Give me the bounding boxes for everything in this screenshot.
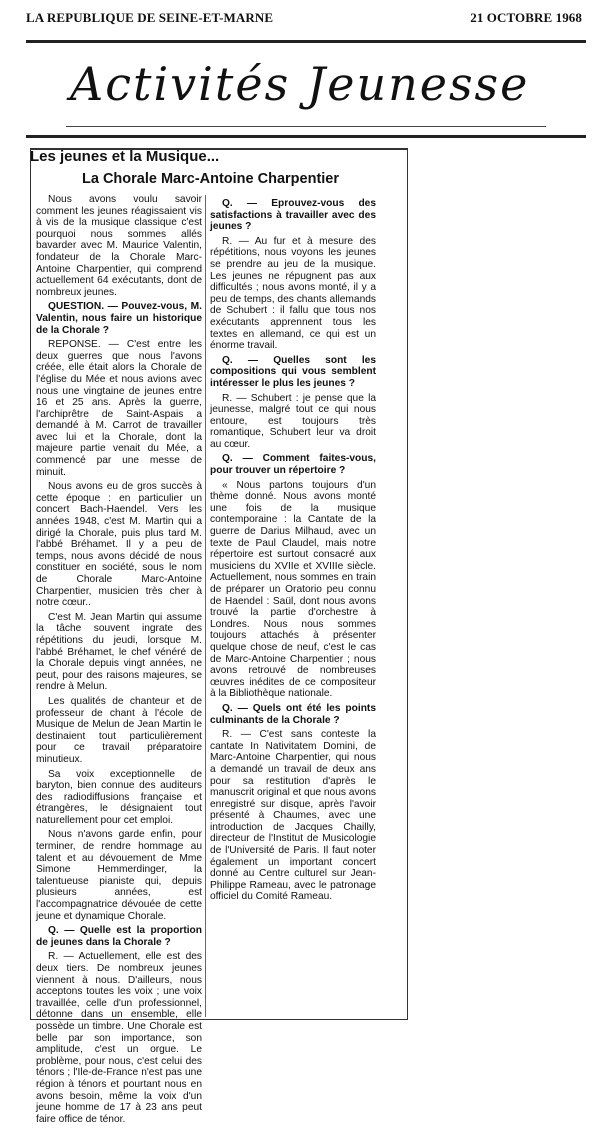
question: Q. — Eprouvez-vous des satisfactions à travailler avec des jeunes ? xyxy=(210,198,376,233)
paragraph: R. — Au fur et à mesure des répétitions, nous voyons les jeunes se prendre au jeu de la musique. Les jeunes ne répugnent pas aux difficultés ; nous avons monté, il y a peu de temps, des chants allemands de Schubert : il fallu que tous nos exécutants apprennent tous les textes en allemand, ce qui est un énorme travail. xyxy=(210,235,376,352)
paragraph: Nous avons eu de gros succès à cette époque : en particulier un concert Bach-Haendel. Vers les années 1948, c'est M. Martin qui a dirigé la Chorale, puis plus tard M. l'abbé Bréhamet. Il y a peu de temps, nous avons décidé de nous constituer en société, sous le nom de Chorale Marc-Antoine Charpentier, musicien très cher à notre cœur.. xyxy=(36,481,202,609)
paragraph: Nous avons voulu savoir comment les jeunes réagissaient vis à vis de la musique classique c'est pourquoi nous sommes allés bavarder avec M. Maurice Valentin, fondateur de la Chorale Marc-Antoine Charpentier, qui comprend actuellement 64 exécutants, dont de nombreux jeunes. xyxy=(36,194,202,298)
question: Q. — Comment faites-vous, pour trouver un répertoire ? xyxy=(210,453,376,477)
masthead xyxy=(26,10,582,28)
question: Q. — Quels ont été les points culminants de la Chorale ? xyxy=(210,702,376,726)
question: QUESTION. — Pouvez-vous, M. Valentin, nous faire un historique de la Chorale ? xyxy=(36,301,202,336)
question: Q. — Quelles sont les compositions qui vous semblent intéresser le plus les jeunes ? xyxy=(210,354,376,389)
paragraph: R. — Actuellement, elle est des deux tiers. De nombreux jeunes viennent à nous. D'ailleurs, nous acceptons toutes les voix ; une voix travaillée, celle d'un professionnel, détonne dans un ensemble, elle possède un timbre. Une Chorale est belle par son importance, son amplitude, c'est un orgue. Le problème, pour nous, c'est celui des ténors ; l'Ile-de-France n'est pas une région à ténors et pourtant nous en avons besoin, même la voix d'un jeune homme de 17 à 23 ans peut faire office de ténor. xyxy=(36,951,202,1125)
title-underline xyxy=(66,126,546,127)
newspaper-name: LA REPUBLIQUE DE SEINE-ET-MARNE xyxy=(26,10,274,25)
paragraph: Nous n'avons garde enfin, pour terminer, de rendre hommage au talent et au dévouement de Mme Simone Hemmerdinger, la talentueuse pianiste qui, depuis plusieurs années, est l'accompagnatrice dévouée de cette jeune et dynamique Chorale. xyxy=(36,829,202,922)
article-column-2 xyxy=(210,198,376,906)
paragraph: « Nous partons toujours d'un thème donné. Nous avons monté une fois de la musique contemporaine : la Cantate de la guerre de Darius Milhaud, avec un texte de Paul Claudel, mais notre répertoire est surtout consacré aux musiciens du XVIIe et XVIIIe siècle. Actuellement, nous sommes en train de préparer un Oratorio peu connu de Haendel : Saül, dont nous avons trouvé la partie d'orchestre à Londres. Nous nous sommes toujours attachés à présenter quelque chose de neuf, c'est le cas de Marc-Antoine Charpentier ; nous avons retrouvé de nombreuses œuvres inédites de ce compositeur à la Bibliothèque nationale. xyxy=(210,479,376,700)
paragraph: R. — C'est sans conteste la cantate In Nativitatem Domini, de Marc-Antoine Charpentier, qui nous a demandé un travail de deux ans pour sa restitution d'après le manuscrit original et que nous avons enregistré sur disque, après l'avoir présenté à Chaumes, avec une introduction de Jacques Chailly, directeur de l'Institut de Musicologie de l'Université de Paris. Il faut noter également un important concert donné au Centre culturel sur Jean-Philippe Rameau, avec le patronage officiel du Comité Rameau. xyxy=(210,729,376,903)
paragraph: Les qualités de chanteur et de professeur de chant à l'école de Musique de Melun de Jean Martin le destinaient tout particulièrement pour ce travail préparatoire minutieux. xyxy=(36,695,202,765)
article-column-1 xyxy=(36,194,202,1128)
article-headline: La Chorale Marc-Antoine Charpentier xyxy=(82,171,340,187)
paragraph: REPONSE. — C'est entre les deux guerres que nous l'avons créée, elle était alors la Chorale de l'église du Mée et nous avions avec nous une vingtaine de jeunes entre 16 et 25 ans. Après la guerre, l'archiprêtre de Saint-Aspais a demandé à M. Carrot de travailler avec lui et la Chorale, dont la majeure partie venait du Mée, a commencé par une messe de minuit. xyxy=(36,339,202,478)
issue-date: 21 OCTOBRE 1968 xyxy=(470,10,582,25)
paragraph: Sa voix exceptionnelle de baryton, bien connue des auditeurs des radiodiffusions française et étrangères, le désignaient tout naturellement pour cet emploi. xyxy=(36,768,202,826)
column-divider xyxy=(205,195,206,1017)
section-banner xyxy=(26,40,586,138)
question: Q. — Quelle est la proportion de jeunes dans la Chorale ? xyxy=(36,925,202,948)
paragraph: C'est M. Jean Martin qui assume la tâche souvent ingrate des répétitions du jeudi, lorsque M. l'abbé Bréhamet, le chef vénéré de la Chorale depuis vingt années, ne peut, pour des raisons majeures, se rendre à Melun. xyxy=(36,611,202,693)
article-kicker: Les jeunes et la Musique... xyxy=(30,148,220,165)
paragraph: R. — Schubert : je pense que la jeunesse, malgré tout ce qui nous entoure, est toujours très romantique, Schubert leur va droit au cœur. xyxy=(210,392,376,450)
section-title: Activités Jeunesse xyxy=(70,57,530,111)
